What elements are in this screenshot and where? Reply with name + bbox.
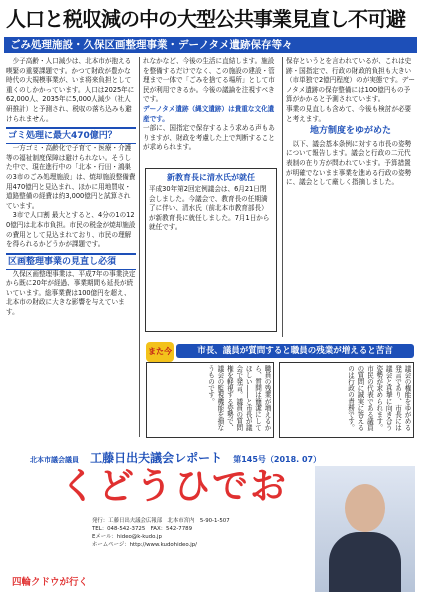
notice-box	[145, 168, 277, 332]
overtime-banner: 市長、議員が質問すると職員の残業が増えると苦言	[176, 344, 414, 358]
col3-local-govt-body: 以下、議会基本条例に対する市長の姿勢について報告します。議会と行政の二元代表制の在り方が問われています。予算措置が明確でないまま事業を進める行政の姿勢に、議会として厳しく指摘しました。	[286, 139, 412, 187]
vertical-block-left: 職員の残業が増えるから、質問は簡潔にしてほしい――と市長が議会で発言。議員の質問権を軽視する姿勢で、議会の監視機能を損なうものです。	[146, 362, 274, 438]
report-name: 工藤日出夫議会レポート	[90, 451, 223, 465]
report-issue: 第145号（2018. 07）	[233, 455, 322, 464]
col2-site-body: 一部に、国指定で保存するよう求める声もありますが、財政を考慮した上で判断することが求められます。	[143, 124, 275, 152]
section-title-local-govt: 地方制度をゆがめた	[309, 126, 391, 137]
portrait-face	[345, 484, 385, 532]
vertical-block-right: 議会の権能をゆがめる発言であり、市長には議会と真摯に向き合う姿勢が求められます。市民の代表である議員の質問に誠実に答えるのは行政の責務です。	[279, 362, 414, 438]
col2-intro: れなかなど、今後の生活に直結します。施設を整備するだけでなく、この施設の建設・管理まで一体で「ごみを捨てる場所」として市民が利用できるか。今後の議論を注視すべきです。	[143, 57, 275, 104]
col1-garbage-body: 一方ゴミ・高齢化で子育て・医療・介護等の福祉制度保障は避けられない。そうした中で、現在進行中の「北本・行田・鴻巣の3市のごみ処理施設」は、焼却施設整備費用470億円と見込まれ、ほかに用地買収・道路整備の経費は約3,000億円と試算されています。	[6, 144, 136, 210]
column-1	[6, 57, 136, 437]
divider-2	[282, 57, 283, 337]
col3-review: 事業の見直しも含めて、今後も検討が必要と考えます。	[286, 104, 412, 123]
col1-land-body: 久保区画整理事業は、平成7年の事業決定から既に20年が経過、事業期間も延長が続いています。総事業費は100億円を超え、北本市の財政に大きな影響を与えています。	[6, 269, 136, 317]
subhead-bar: ごみ処理施設・久保区画整理事業・デーノタメ遺跡保存等々	[4, 37, 417, 53]
col1-garbage-body-2: 3市で人口割 最大とすると、4分の1の120億円は北本市負担。市民の税金が焼却施設の費用として見込まれており、市民の理解を得られるかどうかが課題です。	[6, 211, 136, 249]
banner-tag: また今	[146, 342, 174, 362]
tagline: 四輪クドウが行く	[12, 577, 89, 588]
contact-address: 発行：工藤日出夫議会広報部 北本市宮内 5-90-1-507	[92, 518, 230, 524]
col1-intro: 少子高齢・人口減少は、北本市が抱える喫緊の重要課題です。かつて財政が豊かな時代の大規模事業が、いま将来負担として重くのしかかっています。人口は2025年に62,000人、2035年に5,000人減少（社人研推計）と予測され、税収の落ち込みも避けられません。	[6, 57, 135, 123]
col3-intro: 保存というとを言われているが、これは史跡・国指定で、行政の財政的負担も大きい（市単独で2億円程度）のが実態です。デーノタメ遺跡の保存整備には100億円もの予算がかかると予測されています。	[286, 57, 415, 104]
notice-body: 平成30年第2回定例議会は、6月21日閉会しました。今議会で、教育長の任期満了に伴い、清水氏（前北本市教育部長）が新教育長に就任しました。7月1日から就任です。	[149, 185, 270, 232]
contact-block	[92, 517, 312, 549]
contact-phone: TEL：048-542-3725 FAX：542-7789	[92, 526, 192, 532]
section-title-land: 区画整理事業の見直し必須	[6, 253, 136, 270]
column-2-top	[143, 57, 279, 165]
member-label: 北本市議会議員	[30, 456, 79, 464]
contact-website: ホームページ：http://www.kudohideo.jp/	[92, 542, 197, 548]
page-headline: 人口と税収減の中の大型公共事業見直し不可避	[6, 7, 405, 31]
section-title-garbage: ゴミ処理に最大470億円？	[6, 127, 136, 144]
portrait-suit	[329, 532, 401, 592]
notice-title: 新教育長に清水氏が就任	[167, 173, 255, 182]
divider-1	[139, 57, 140, 437]
name-logo: くどうひでお	[60, 466, 289, 507]
column-3	[286, 57, 415, 337]
col2-site-title: デーノタメ遺跡（縄文遺跡）は貴重な文化遺産です。	[143, 104, 275, 123]
report-title-row	[30, 447, 410, 463]
contact-email: Eメール：hideo@k-kudo.jp	[92, 534, 162, 540]
portrait-photo	[315, 466, 415, 592]
